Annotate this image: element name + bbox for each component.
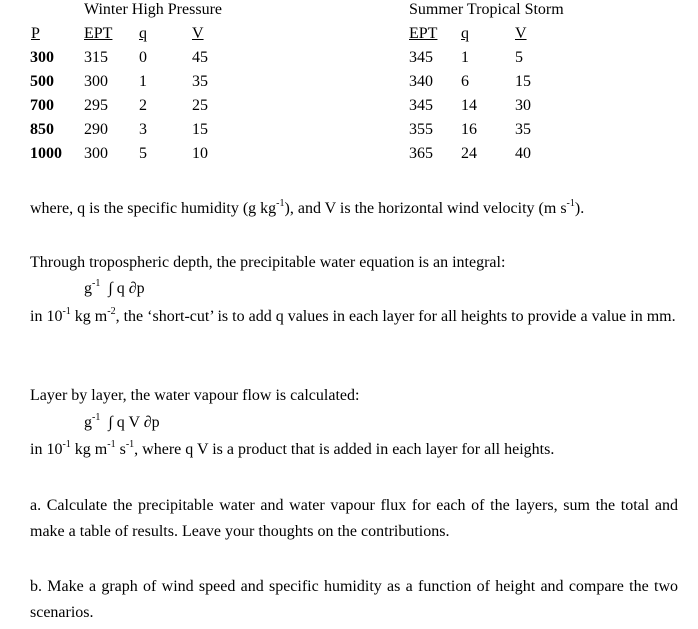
pressure-cell: 1000 <box>30 145 62 162</box>
pw-equation: $g^{-1}$ ∫ q ∂p <box>84 277 145 297</box>
winter-q-cell: 1 <box>139 73 147 90</box>
winter-v-header: V <box>192 25 204 42</box>
pressure-cell: 500 <box>30 73 54 90</box>
summer-q-cell: 1 <box>461 49 469 66</box>
summer-v-cell: 15 <box>515 73 531 90</box>
question-b: b. Make a graph of wind speed and specific humidity as a function of height and compare the two scenarios. <box>30 578 678 621</box>
pressure-cell: 700 <box>30 97 54 114</box>
winter-q-header: q <box>139 25 147 42</box>
summer-ept-cell: 355 <box>409 121 433 138</box>
winter-q-cell: 0 <box>139 49 147 66</box>
summer-q-cell: 14 <box>461 97 477 114</box>
summer-q-cell: 24 <box>461 145 477 162</box>
summer-q-cell: 6 <box>461 73 469 90</box>
summer-ept-cell: 345 <box>409 49 433 66</box>
summer-ept-cell: 345 <box>409 97 433 114</box>
summer-title: Summer Tropical Storm <box>409 1 564 18</box>
question-a: a. Calculate the precipitable water and water vapour flux for each of the layers, sum the total and make a table of results. Leave your thoughts on the contributions. <box>30 497 678 540</box>
winter-v-cell: 15 <box>192 121 208 138</box>
winter-v-cell: 35 <box>192 73 208 90</box>
winter-q-cell: 3 <box>139 121 147 138</box>
summer-q-header: q <box>461 25 469 42</box>
pw-units-paragraph: in $10^{-1}$ kg $m^{-2}$, the ‘short-cut’ is to add q values in each layer for all heights to provide a value in mm. <box>30 305 676 325</box>
winter-ept-cell: 295 <box>84 97 108 114</box>
pressure-cell: 300 <box>30 49 54 66</box>
summer-v-cell: 30 <box>515 97 531 114</box>
summer-v-header: V <box>515 25 527 42</box>
pressure-cell: 850 <box>30 121 54 138</box>
pressure-header: P <box>31 25 40 42</box>
winter-ept-cell: 290 <box>84 121 108 138</box>
summer-ept-cell: 365 <box>409 145 433 162</box>
winter-v-cell: 25 <box>192 97 208 114</box>
summer-q-cell: 16 <box>461 121 477 138</box>
summer-v-cell: 40 <box>515 145 531 162</box>
summer-ept-cell: 340 <box>409 73 433 90</box>
winter-title: Winter High Pressure <box>84 1 222 18</box>
flux-equation: $g^{-1}$ ∫ q V ∂p <box>84 411 160 431</box>
winter-ept-header: EPT <box>84 25 113 42</box>
winter-q-cell: 5 <box>139 145 147 162</box>
winter-ept-cell: 300 <box>84 145 108 162</box>
summer-v-cell: 5 <box>515 49 523 66</box>
winter-q-cell: 2 <box>139 97 147 114</box>
flux-intro: Layer by layer, the water vapour flow is calculated: <box>30 387 360 404</box>
winter-v-cell: 45 <box>192 49 208 66</box>
winter-v-cell: 10 <box>192 145 208 162</box>
winter-ept-cell: 300 <box>84 73 108 90</box>
flux-units-line: in $10^{-1}$ kg $m^{-1}$ $s^{-1}$, where q V is a product that is added in each layer for all heights. <box>30 438 555 458</box>
pw-intro: Through tropospheric depth, the precipitable water equation is an integral: <box>30 254 506 271</box>
summer-ept-header: EPT <box>409 25 438 42</box>
variable-definitions: where, q is the specific humidity (g $kg^{-1}$), and V is the horizontal wind velocity (m $s^{-1}$). <box>30 197 585 217</box>
summer-v-cell: 35 <box>515 121 531 138</box>
winter-ept-cell: 315 <box>84 49 108 66</box>
